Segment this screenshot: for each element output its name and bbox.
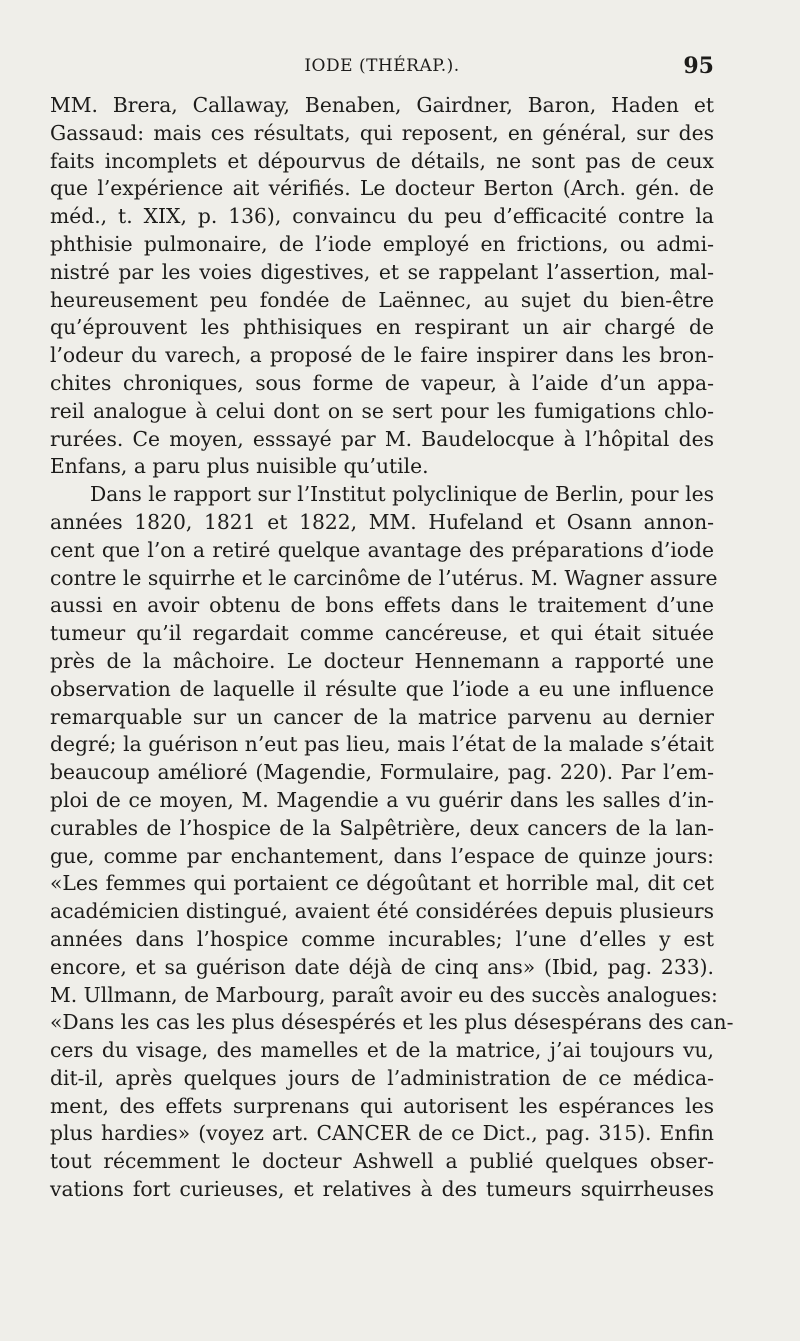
text-line: MM. Brera, Callaway, Benaben, Gairdner, Baron, Haden et: [50, 93, 714, 117]
text-line: méd., t. XIX, p. 136), convaincu du peu d’efficacité contre la: [50, 204, 714, 229]
text-line: tumeur qu’il regardait comme cancéreuse, et qui était située: [50, 621, 714, 646]
text-line: «Les femmes qui portaient ce dégoûtant et horrible mal, dit cet: [50, 871, 714, 896]
text-line: heureusement peu fondée de Laënnec, au sujet du bien-être: [50, 287, 714, 312]
text-line: années 1820, 1821 et 1822, MM. Hufeland et Osann annon-: [50, 509, 714, 534]
text-line: Dans le rapport sur l’Institut polyclinique de Berlin, pour les: [90, 482, 714, 507]
text-line: phthisie pulmonaire, de l’iode employé en frictions, ou admi-: [50, 231, 714, 256]
text-line: curables de l’hospice de la Salpêtrière, deux cancers de la lan-: [50, 815, 714, 840]
text-line: vations fort curieuses, et relatives à des tumeurs squirrheuses: [50, 1177, 714, 1202]
text-line: reil analogue à celui dont on se sert pour les fumigations chlo-: [50, 398, 714, 423]
text-line: près de la mâchoire. Le docteur Hennemann a rapporté une: [50, 648, 714, 673]
text-line: rurées. Ce moyen, esssayé par M. Baudelocque à l’hôpital des: [50, 426, 714, 451]
running-title: IODE (THÉRAP.).: [304, 56, 460, 76]
text-line: plus hardies» (voyez art. CANCER de ce Dict., pag. 315). Enfin: [50, 1121, 714, 1146]
text-line: ment, des effets surprenans qui autorisent les espérances les: [50, 1093, 714, 1118]
text-line: tout récemment le docteur Ashwell a publié quelques obser-: [50, 1149, 714, 1174]
text-line: chites chroniques, sous forme de vapeur, à l’aide d’un appa-: [50, 370, 714, 395]
text-line: beaucoup amélioré (Magendie, Formulaire, pag. 220). Par l’em-: [50, 760, 714, 785]
text-line: académicien distingué, avaient été considérées depuis plusieurs: [50, 899, 714, 924]
page-header: [50, 53, 714, 86]
text-line: que l’expérience ait vérifiés. Le docteur Berton (Arch. gén. de: [50, 176, 714, 201]
text-line: qu’éprouvent les phthisiques en respirant un air chargé de: [50, 315, 714, 340]
text-line: remarquable sur un cancer de la matrice parvenu au dernier: [50, 704, 714, 729]
page-number: 95: [683, 53, 714, 79]
text-line: gue, comme par enchantement, dans l’espace de quinze jours:: [50, 843, 714, 868]
text-line: Gassaud: mais ces résultats, qui reposent, en général, sur des: [50, 120, 714, 145]
text-line: M. Ullmann, de Marbourg, paraît avoir eu des succès analogues:: [50, 982, 718, 1007]
text-line: degré; la guérison n’eut pas lieu, mais l’état de la malade s’était: [50, 732, 714, 757]
text-line: contre le squirrhe et le carcinôme de l’utérus. M. Wagner assure: [50, 565, 718, 590]
text-line: ploi de ce moyen, M. Magendie a vu guérir dans les salles d’in-: [50, 787, 714, 812]
text-line: Enfans, a paru plus nuisible qu’utile.: [50, 454, 429, 479]
text-line: dit-il, après quelques jours de l’administration de ce médica-: [50, 1065, 714, 1090]
text-line: encore, et sa guérison date déjà de cinq ans» (Ibid, pag. 233).: [50, 954, 714, 979]
text-line: années dans l’hospice comme incurables; l’une d’elles y est: [50, 926, 714, 951]
body-text: [50, 92, 734, 1204]
text-line: aussi en avoir obtenu de bons effets dans le traitement d’une: [50, 593, 714, 618]
text-line: cers du visage, des mamelles et de la matrice, j’ai toujours vu,: [50, 1038, 714, 1063]
text-line: l’odeur du varech, a proposé de le faire inspirer dans les bron-: [50, 343, 714, 368]
text-line: faits incomplets et dépourvus de détails, ne sont pas de ceux: [50, 148, 714, 173]
text-line: cent que l’on a retiré quelque avantage des préparations d’iode: [50, 537, 714, 562]
text-line: nistré par les voies digestives, et se rappelant l’assertion, mal-: [50, 259, 714, 284]
text-line: «Dans les cas les plus désespérés et les plus désespérans des can-: [50, 1010, 734, 1035]
text-line: observation de laquelle il résulte que l’iode a eu une influence: [50, 676, 714, 701]
